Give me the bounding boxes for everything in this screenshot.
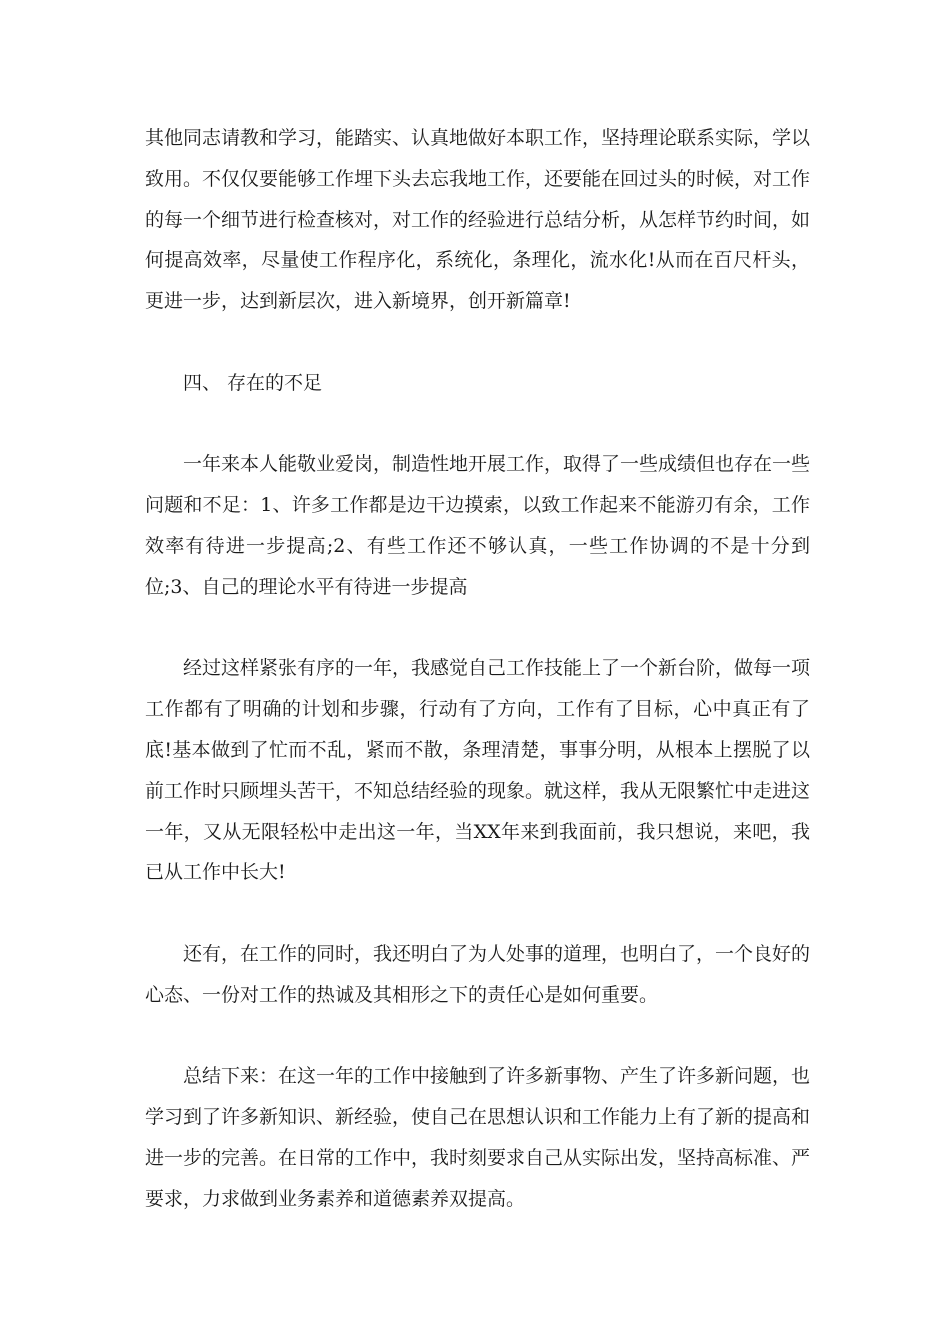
- paragraph-gap: [145, 322, 810, 363]
- paragraph-gap: [145, 608, 810, 649]
- document-body: [145, 118, 810, 1220]
- section-heading-shortcomings: 四、 存在的不足: [183, 371, 323, 394]
- paragraph-growth: 经过这样紧张有序的一年，我感觉自己工作技能上了一个新台阶，做每一项工作都有了明确的计划和步骤，行动有了方向，工作有了目标，心中真正有了底!基本做到了忙而不乱，紧而不散，条理清楚，事事分明，从根本上摆脱了以前工作时只顾埋头苦干，不知总结经验的现象。就这样，我从无限繁忙中走进这一年，又从无限轻松中走出这一年，当XX年来到我面前，我只想说，来吧，我已从工作中长大!: [145, 657, 811, 884]
- paragraph-attitude: 还有，在工作的同时，我还明白了为人处事的道理，也明白了，一个良好的心态、一份对工作的热诚及其相形之下的责任心是如何重要。: [145, 942, 811, 1006]
- paragraph-summary: 总结下来：在这一年的工作中接触到了许多新事物、产生了许多新问题，也学习到了许多新知识、新经验，使自己在思想认识和工作能力上有了新的提高和进一步的完善。在日常的工作中，我时刻要求自己从实际出发，坚持高标准、严要求，力求做到业务素养和道德素养双提高。: [145, 1065, 811, 1210]
- paragraph-gap: [145, 893, 810, 934]
- paragraph-gap: [145, 1016, 810, 1057]
- paragraph-continued: 其他同志请教和学习，能踏实、认真地做好本职工作，坚持理论联系实际，学以致用。不仅仅要能够工作埋下头去忘我地工作，还要能在回过头的时候，对工作的每一个细节进行检查核对，对工作的经验进行总结分析，从怎样节约时间，如何提高效率，尽量使工作程序化，系统化，条理化，流水化!从而在百尺杆头，更进一步，达到新层次，进入新境界，创开新篇章!: [145, 127, 811, 313]
- paragraph-shortcomings: 一年来本人能敬业爱岗，制造性地开展工作，取得了一些成绩但也存在一些问题和不足：1、许多工作都是边干边摸索，以致工作起来不能游刃有余，工作效率有待进一步提高;2、有些工作还不够认真，一些工作协调的不是十分到位;3、自己的理论水平有待进一步提高: [145, 453, 811, 598]
- paragraph-gap: [145, 404, 810, 445]
